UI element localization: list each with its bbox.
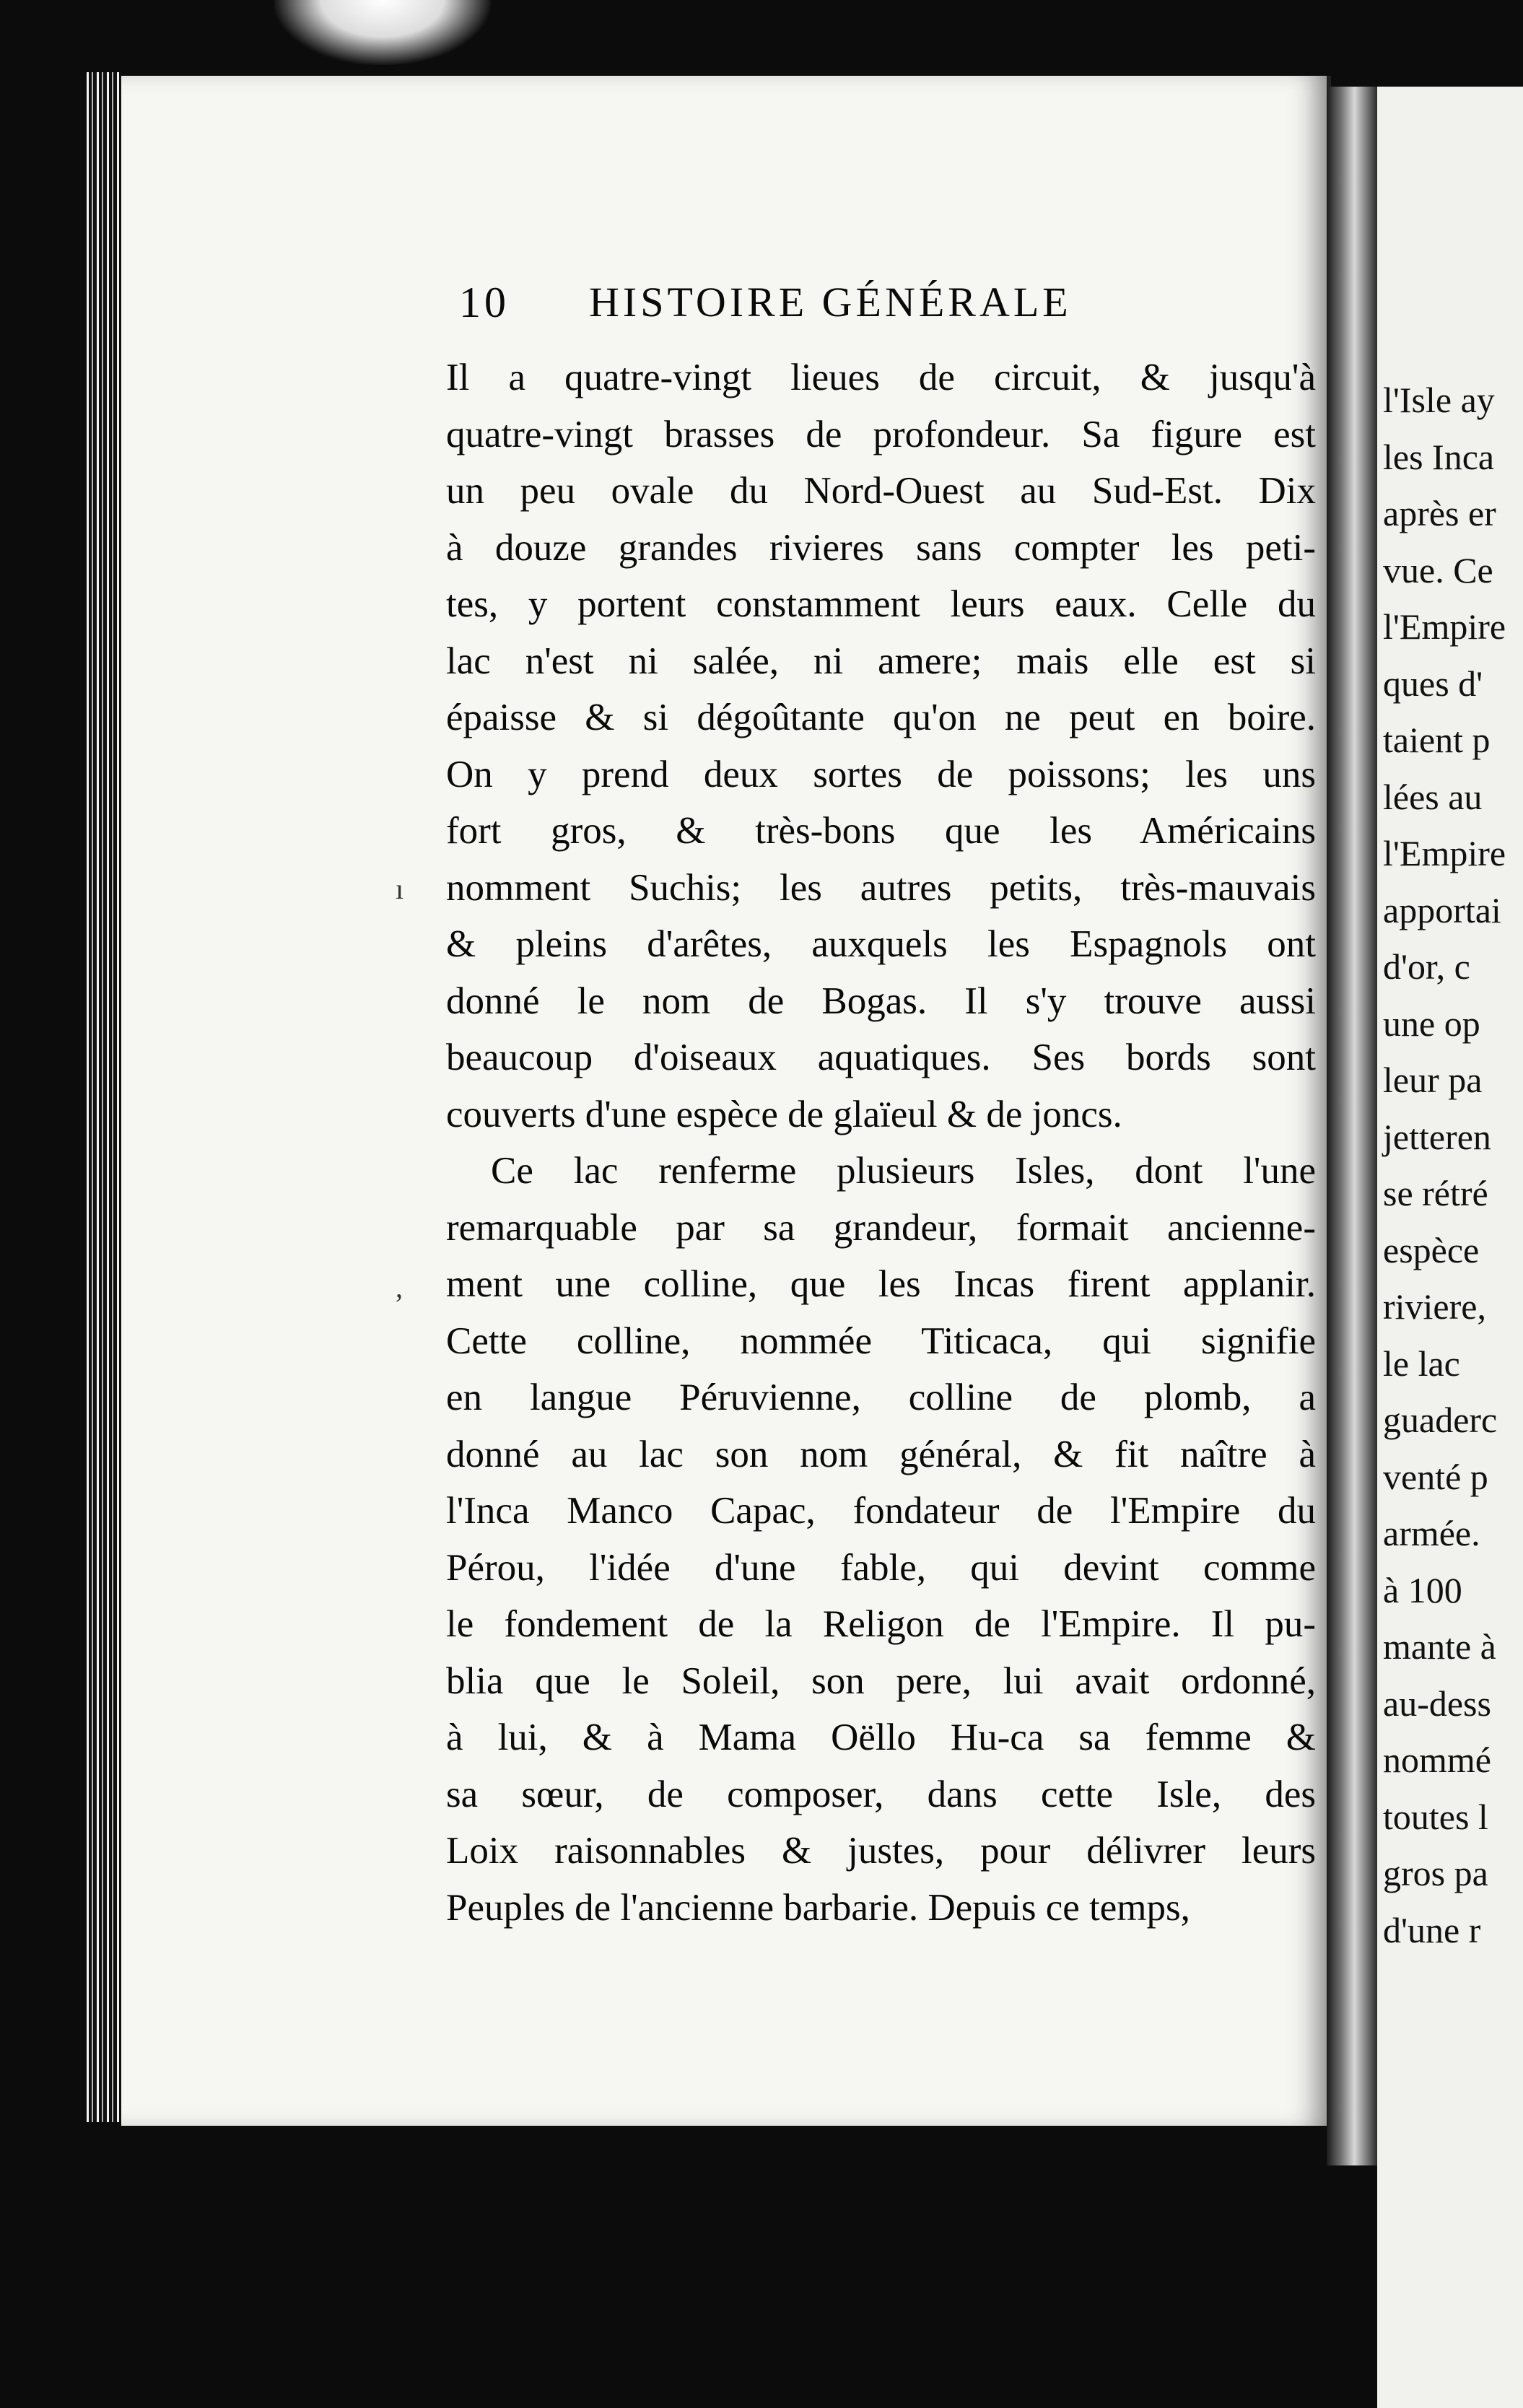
text-line: à douze grandes rivieres sans compter les peti- [446,526,1316,569]
facing-page-fragment [1377,87,1523,2408]
running-head: HISTOIRE GÉNÉRALE [589,279,1072,326]
text-line: beaucoup d'oiseaux aquatiques. Ses bords sont [446,1037,1316,1078]
text-line: un peu ovale du Nord-Ouest au Sud-Est. Dix [446,470,1316,512]
text-line: fort gros, & très-bons que les Américains [446,810,1316,852]
text-line: le fondement de la Religon de l'Empire. Il pu- [446,1603,1316,1645]
facing-page-line: guaderc [1383,1400,1498,1440]
facing-page-line: d'or, c [1383,946,1470,987]
text-line: remarquable par sa grandeur, formait ancienne- [446,1206,1316,1249]
facing-page-line: apportai [1383,889,1501,930]
text-line: quatre-vingt brasses de profondeur. Sa figure est [446,413,1316,455]
text-line: couverts d'une espèce de glaïeul & de joncs. [446,1093,1122,1135]
margin-mark: ı [396,873,404,905]
page-number: 10 [459,279,510,326]
facing-page-line: gros pa [1383,1853,1488,1893]
facing-page-line: une op [1383,1003,1480,1044]
facing-page-line: l'Isle ay [1383,380,1495,420]
text-line: lac n'est ni salée, ni amere; mais elle est si [446,640,1316,682]
text-line: tes, y portent constamment leurs eaux. Celle du [446,583,1316,625]
facing-page-line: après er [1383,493,1496,533]
facing-page-line: au-dess [1383,1683,1491,1724]
text-line: Loix raisonnables & justes, pour délivrer leurs [446,1830,1316,1872]
text-line: à lui, & à Mama Oëllo Hu-ca sa femme & [446,1716,1316,1758]
text-line: Peuples de l'ancienne barbarie. Depuis ce temps, [446,1886,1190,1929]
facing-page-line: les Inca [1383,436,1495,477]
facing-page-line: se rétré [1383,1173,1488,1213]
facing-page-line: mante à [1383,1626,1496,1667]
facing-page-line: armée. [1383,1513,1480,1553]
text-line: & pleins d'arêtes, auxquels les Espagnols ont [446,923,1316,965]
facing-page-line: toutes l [1383,1796,1488,1837]
book-gutter [1327,87,1377,2165]
text-line: donné le nom de Bogas. Il s'y trouve aussi [446,980,1316,1022]
facing-page-line: espèce [1383,1229,1480,1270]
text-line: Pérou, l'idée d'une fable, qui devint comme [446,1546,1316,1589]
facing-page-line: jetteren [1383,1116,1491,1157]
text-line: Cette colline, nommée Titicaca, qui signifie [446,1319,1316,1362]
facing-page-line: à 100 [1383,1569,1462,1610]
facing-page-line: vue. Ce [1383,549,1493,590]
facing-page-line: l'Empire [1383,833,1506,873]
text-line: sa sœur, de composer, dans cette Isle, des [446,1773,1316,1815]
page-header [459,278,1332,336]
text-line: Ce lac renferme plusieurs Isles, dont l'une [491,1150,1316,1192]
scanner-artifact [274,0,491,65]
text-line: On y prend deux sortes de poissons; les uns [446,753,1316,795]
text-line: l'Inca Manco Capac, fondateur de l'Empire du [446,1490,1316,1532]
text-line: ment une colline, que les Incas firent applanir. [446,1263,1316,1305]
text-line: nomment Suchis; les autres petits, très-mauvais [446,866,1316,909]
text-line: blia que le Soleil, son pere, lui avait ordonné, [446,1659,1316,1702]
book-spine-edge [87,72,121,2122]
facing-page-line: nommé [1383,1740,1491,1780]
facing-page-line: leur pa [1383,1060,1483,1100]
text-line: donné au lac son nom général, & fit naître à [446,1433,1316,1475]
facing-page-line: le lac [1383,1343,1460,1384]
facing-page-line: riviere, [1383,1286,1486,1327]
facing-page-line: l'Empire [1383,606,1506,647]
text-line: épaisse & si dégoûtante qu'on ne peut en boire. [446,697,1316,738]
margin-mark: , [396,1271,403,1304]
facing-page-line: lées au [1383,776,1483,817]
facing-page-line: ques d' [1383,663,1483,704]
text-line: Il a quatre-vingt lieues de circuit, & jusqu'à [446,357,1316,398]
text-line: en langue Péruvienne, colline de plomb, a [446,1377,1316,1418]
facing-page-line: d'une r [1383,1909,1481,1950]
facing-page-line: venté p [1383,1456,1488,1497]
facing-page-line: taient p [1383,720,1491,760]
